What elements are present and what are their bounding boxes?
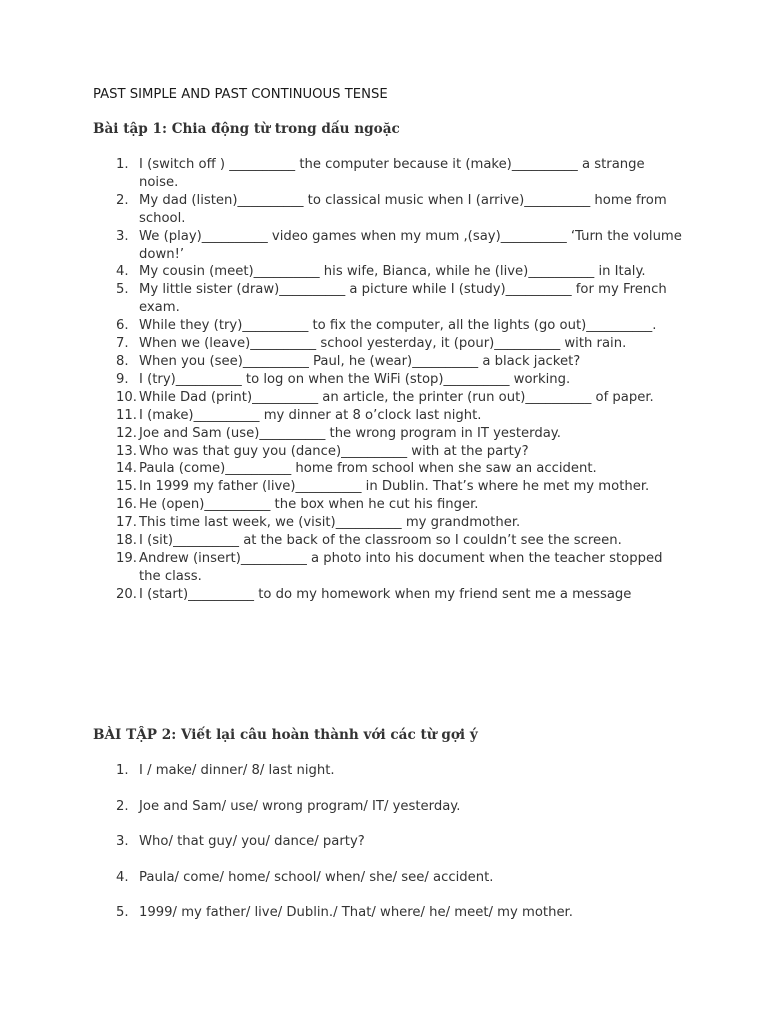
exercise-1-item-number: 11. bbox=[116, 407, 137, 423]
exercise-1-item-number: 17. bbox=[116, 515, 137, 531]
exercise-1-item-number: 18. bbox=[116, 533, 137, 549]
exercise-1-item-number: 2. bbox=[116, 192, 129, 208]
exercise-1-item bbox=[93, 335, 683, 353]
exercise-1-item-text: When we (leave)__________ school yesterday, it (pour)__________ with rain. bbox=[139, 336, 627, 352]
exercise-1-item-text: I (make)__________ my dinner at 8 o’clock last night. bbox=[139, 407, 482, 423]
exercise-1-item-text: Joe and Sam (use)__________ the wrong program in IT yesterday. bbox=[139, 425, 561, 441]
exercise-1-item-text: I (switch off ) __________ the computer because it (make)__________ a strange noise. bbox=[139, 157, 645, 190]
exercise-1-item bbox=[93, 460, 683, 478]
exercise-1-item bbox=[93, 228, 683, 264]
exercise-2-item-text: Paula/ come/ home/ school/ when/ she/ see/ accident. bbox=[139, 869, 494, 885]
exercise-1-item bbox=[93, 263, 683, 281]
exercise-2-item-text: Joe and Sam/ use/ wrong program/ IT/ yesterday. bbox=[139, 798, 461, 814]
exercise-1-item-text: When you (see)__________ Paul, he (wear)__________ a black jacket? bbox=[139, 353, 581, 369]
exercise-1-item bbox=[93, 586, 683, 604]
exercise-1-item bbox=[93, 443, 683, 461]
exercise-1-item-text: I (start)__________ to do my homework when my friend sent me a message bbox=[139, 586, 632, 602]
exercise-1-item-number: 15. bbox=[116, 479, 137, 495]
exercise-1-item-number: 5. bbox=[116, 282, 129, 298]
exercise-1-item bbox=[93, 550, 683, 586]
exercise-1-item-text: Who was that guy you (dance)__________ with at the party? bbox=[139, 443, 529, 459]
exercise-1-item bbox=[93, 192, 683, 228]
exercise-1-item-text: In 1999 my father (live)__________ in Dublin. That’s where he met my mother. bbox=[139, 479, 650, 495]
document-title: PAST SIMPLE AND PAST CONTINUOUS TENSE bbox=[93, 87, 388, 102]
exercise-1-item bbox=[93, 353, 683, 371]
exercise-1-item bbox=[93, 407, 683, 425]
exercise-2-item bbox=[93, 869, 683, 887]
exercise-1-item-text: He (open)__________ the box when he cut his finger. bbox=[139, 497, 479, 513]
exercise-1-item bbox=[93, 389, 683, 407]
exercise-2-item-text: 1999/ my father/ live/ Dublin./ That/ where/ he/ meet/ my mother. bbox=[139, 905, 573, 921]
exercise-1-item-number: 8. bbox=[116, 353, 129, 369]
exercise-1-item-number: 12. bbox=[116, 425, 137, 441]
exercise-1-item-number: 20. bbox=[116, 586, 137, 602]
exercise-2-item bbox=[93, 904, 683, 922]
exercise-2-heading: BÀI TẬP 2: Viết lại câu hoàn thành với các từ gợi ý bbox=[93, 727, 478, 743]
exercise-2-item-text: I / make/ dinner/ 8/ last night. bbox=[139, 763, 335, 778]
exercise-1-item-number: 13. bbox=[116, 443, 137, 459]
exercise-1-item bbox=[93, 156, 683, 192]
exercise-2-item-number: 2. bbox=[116, 798, 129, 814]
exercise-1-item-number: 7. bbox=[116, 336, 129, 352]
exercise-1-item-text: I (try)__________ to log on when the WiFi (stop)__________ working. bbox=[139, 371, 571, 387]
exercise-1-item-text: Andrew (insert)__________ a photo into his document when the teacher stopped the class. bbox=[139, 550, 663, 584]
exercise-1-item bbox=[93, 478, 683, 496]
exercise-1-item-number: 14. bbox=[116, 461, 137, 477]
exercise-1-item-text: My dad (listen)__________ to classical music when I (arrive)__________ home from school. bbox=[139, 192, 667, 226]
exercise-1-item bbox=[93, 496, 683, 514]
exercise-1-item-text: While they (try)__________ to fix the computer, all the lights (go out)__________. bbox=[139, 318, 657, 334]
exercise-1-item-number: 1. bbox=[116, 157, 129, 172]
exercise-2-item-number: 3. bbox=[116, 834, 129, 850]
exercise-1-item-number: 9. bbox=[116, 371, 129, 387]
exercise-1-item-text: I (sit)__________ at the back of the classroom so I couldn’t see the screen. bbox=[139, 533, 622, 549]
exercise-2-item-number: 4. bbox=[116, 869, 129, 885]
exercise-1-item bbox=[93, 371, 683, 389]
exercise-1-item-text: This time last week, we (visit)__________ my grandmother. bbox=[139, 515, 521, 531]
exercise-2-item-number: 5. bbox=[116, 905, 129, 921]
exercise-1-list bbox=[93, 156, 683, 604]
exercise-1-item bbox=[93, 532, 683, 550]
exercise-1-item-text: My little sister (draw)__________ a picture while I (study)__________ for my French exam. bbox=[139, 282, 667, 316]
exercise-2-list bbox=[93, 762, 683, 940]
exercise-1-item bbox=[93, 317, 683, 335]
exercise-1-item bbox=[93, 281, 683, 317]
exercise-1-item-number: 16. bbox=[116, 497, 137, 513]
exercise-1-item-number: 4. bbox=[116, 264, 129, 280]
exercise-1-item-number: 6. bbox=[116, 318, 129, 334]
exercise-1-item-number: 19. bbox=[116, 550, 137, 566]
exercise-1-item-number: 10. bbox=[116, 389, 137, 405]
exercise-1-item-text: We (play)__________ video games when my mum ,(say)__________ ‘Turn the volume down!’ bbox=[139, 228, 682, 262]
exercise-1-item-text: Paula (come)__________ home from school when she saw an accident. bbox=[139, 461, 597, 477]
exercise-1-item-text: My cousin (meet)__________ his wife, Bianca, while he (live)__________ in Italy. bbox=[139, 264, 646, 280]
exercise-2-item bbox=[93, 762, 683, 780]
exercise-1-item bbox=[93, 425, 683, 443]
exercise-1-heading: Bài tập 1: Chia động từ trong dấu ngoặc bbox=[93, 121, 400, 137]
exercise-2-item-text: Who/ that guy/ you/ dance/ party? bbox=[139, 834, 365, 850]
exercise-2-item-number: 1. bbox=[116, 763, 129, 778]
exercise-2-item bbox=[93, 833, 683, 851]
exercise-1-item-number: 3. bbox=[116, 228, 129, 244]
exercise-1-item bbox=[93, 514, 683, 532]
exercise-1-item-text: While Dad (print)__________ an article, the printer (run out)__________ of paper. bbox=[139, 389, 654, 405]
exercise-2-item bbox=[93, 798, 683, 816]
